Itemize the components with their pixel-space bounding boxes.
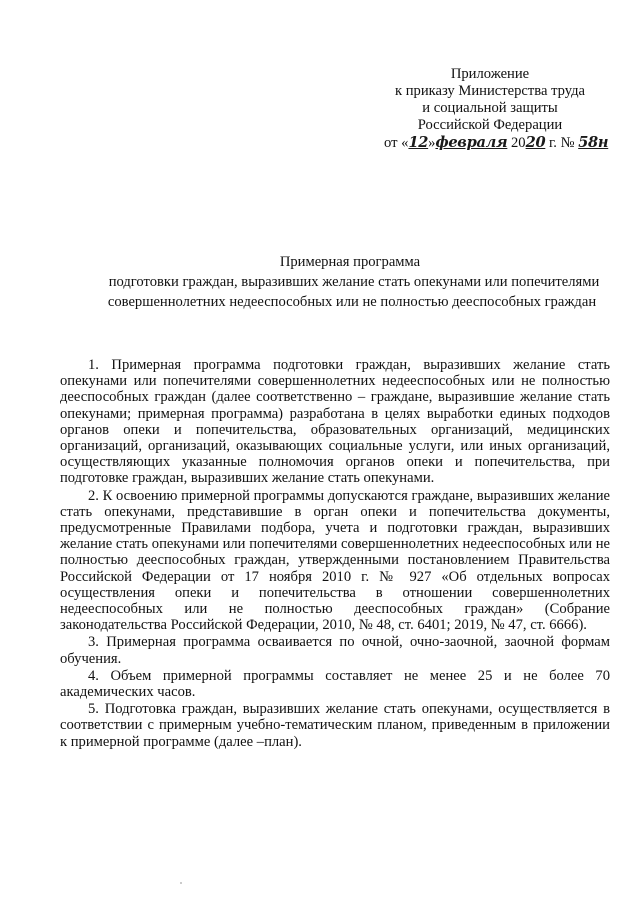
order-date-prefix: от « [384,135,409,151]
paragraph-4: 4. Объем примерной программы составляет не менее 25 и не более 70 академических часов. [60,667,610,701]
appendix-header [360,66,620,134]
order-year-prefix: 20 [507,135,526,151]
order-number-handwritten: 58н [578,134,609,151]
appendix-order-ref: к приказу Министерства труда [394,83,586,99]
document-body [60,357,610,751]
order-number-label: г. № [545,135,575,151]
order-month-handwritten: февраля [435,134,508,151]
paragraph-1: 1. Примерная программа подготовки граждан, выразивших желание стать опекунами или попечителями совершеннолетних недееспособных или не полностью дееспособных граждан (далее соответственно – граждане, выразившие желание стать опекунами; примерная программа) разработана в целях выработки единых подходов органов опеки и попечительства, образовательных организаций, медицинских организаций, организаций, оказывающих социальные услуги, или иных организаций, осуществляющих указанные полномочия органов опеки и попечительства, при подготовке граждан, выразивших желание стать опекунами. [60,357,610,487]
scan-speck [180,882,182,884]
title-line-2: подготовки граждан, выразивших желание стать опекунами или попечителями [108,274,600,290]
paragraph-3: 3. Примерная программа осваивается по очной, очно-заочной, заочной формам обучения. [60,634,610,667]
title-line-1: Примерная программа [279,254,421,270]
title-line-3: совершеннолетних недееспособных или не полностью дееспособных граждан [107,294,597,310]
order-year-handwritten: 20 [525,134,546,151]
order-date-number [384,134,624,152]
appendix-country: Российской Федерации [417,117,563,133]
order-day-handwritten: 12 [408,134,429,151]
paragraph-5: 5. Подготовка граждан, выразивших желание стать опекунами, осуществляется в соответствии с примерным учебно-тематическим планом, приведенным в приложении к примерной программе (далее –план). [60,701,610,750]
paragraph-2: 2. К освоению примерной программы допускаются граждане, выразивших желание стать опекунами, представившие в орган опеки и попечительства документы, предусмотренные Правилами подбора, учета и подготовки граждан, выразивших желание стать опекунами или попечителями совершеннолетних недееспособных или не полностью дееспособных граждан, утвержденными постановлением Правительства Российской Федерации от 17 ноября 2010 г. № 927 «Об отдельных вопросах осуществления опеки и попечительства в отношении совершеннолетних недееспособных или не полностью дееспособных граждан» (Собрание законодательства Российской Федерации, 2010, № 48, ст. 6401; 2019, № 47, ст. 6666). [60,487,610,634]
document-title [60,252,640,312]
order-date-quote: » [428,135,436,151]
appendix-title: Приложение [450,66,530,82]
appendix-ministry: и социальной защиты [422,100,558,116]
